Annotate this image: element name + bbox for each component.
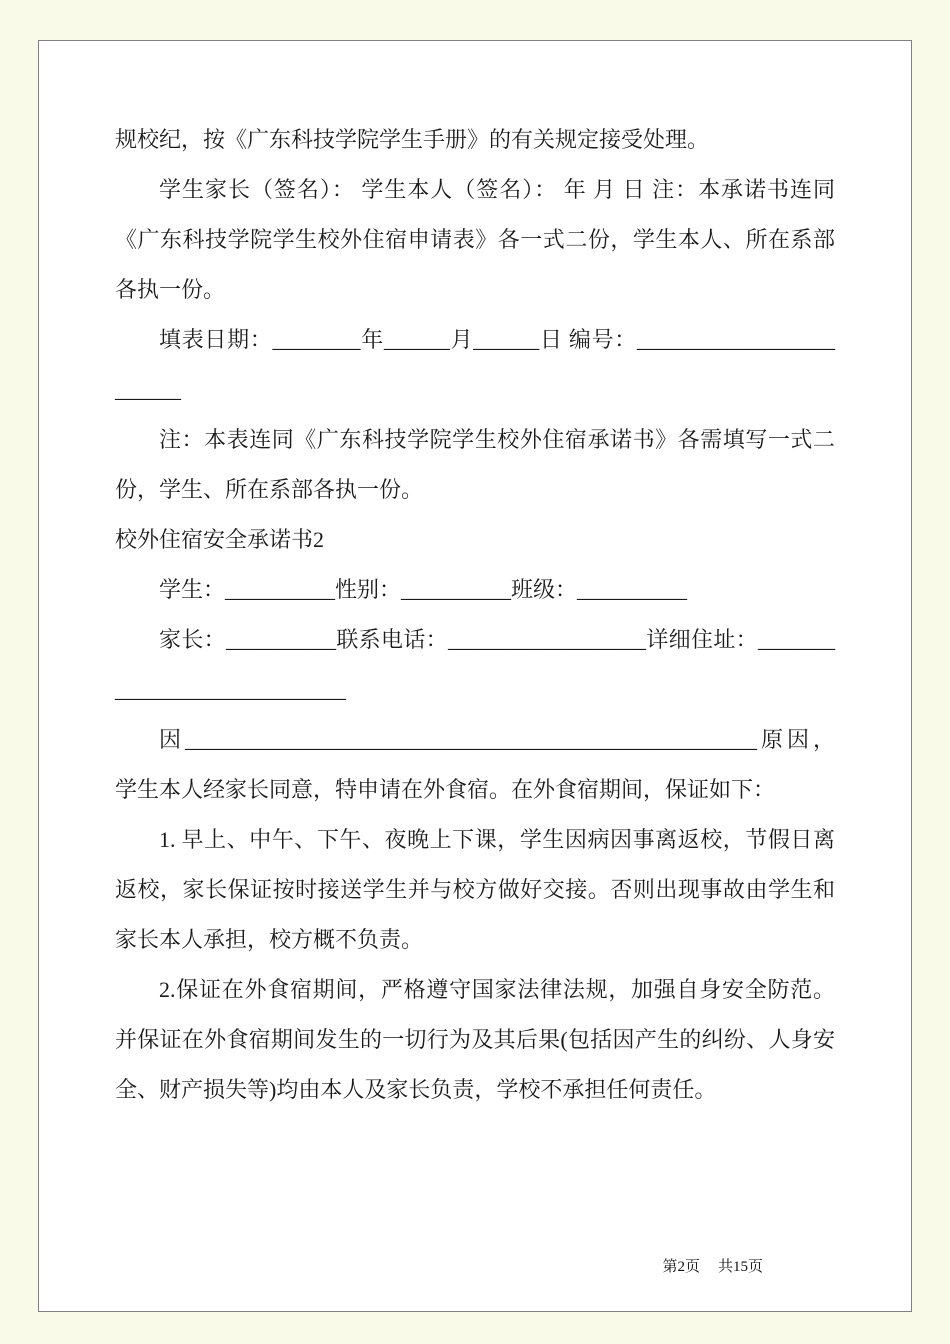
page-footer	[662, 1257, 763, 1277]
heading-commitment-2: 校外住宿安全承诺书2	[115, 527, 325, 552]
paragraph-item-1: 1. 早上、中午、下午、夜晚上下课，学生因病因事离返校，节假日离返校，家长保证按时接送学生并与校方做好交接。否则出现事故由学生和家长本人承担，校方概不负责。	[115, 827, 835, 952]
paragraph-rules-continuation: 规校纪，按《广东科技学院学生手册》的有关规定接受处理。	[115, 127, 710, 152]
paragraph-fill-date: 填表日期：________年______月______日 编号：________________________	[115, 327, 835, 402]
document-content	[39, 41, 911, 1115]
paragraph-reason: 因____________________________________________________原因，学生本人经家长同意，特申请在外食宿。在外食宿期间，保证如下：	[115, 727, 835, 802]
paragraph-note: 注：本表连同《广东科技学院学生校外住宿承诺书》各需填写一式二份，学生、所在系部各执一份。	[115, 427, 835, 502]
document-page	[38, 40, 912, 1312]
page-number: 第2页	[662, 1259, 700, 1275]
paragraph-signatures: 学生家长（签名）： 学生本人（签名）： 年 月 日 注：本承诺书连同《广东科技学院学生校外住宿申请表》各一式二份，学生本人、所在系部各执一份。	[115, 177, 835, 302]
form-line-guardian-info: 家长：__________联系电话：__________________详细住址：____________________________	[115, 627, 835, 702]
paragraph-item-2: 2.保证在外食宿期间，严格遵守国家法律法规，加强自身安全防范。并保证在外食宿期间发生的一切行为及其后果(包括因产生的纠纷、人身安全、财产损失等)均由本人及家长负责，学校不承担任何责任。	[115, 977, 835, 1102]
form-line-student-info: 学生：__________性别：__________班级：__________	[159, 577, 688, 602]
total-pages: 共15页	[717, 1259, 763, 1275]
